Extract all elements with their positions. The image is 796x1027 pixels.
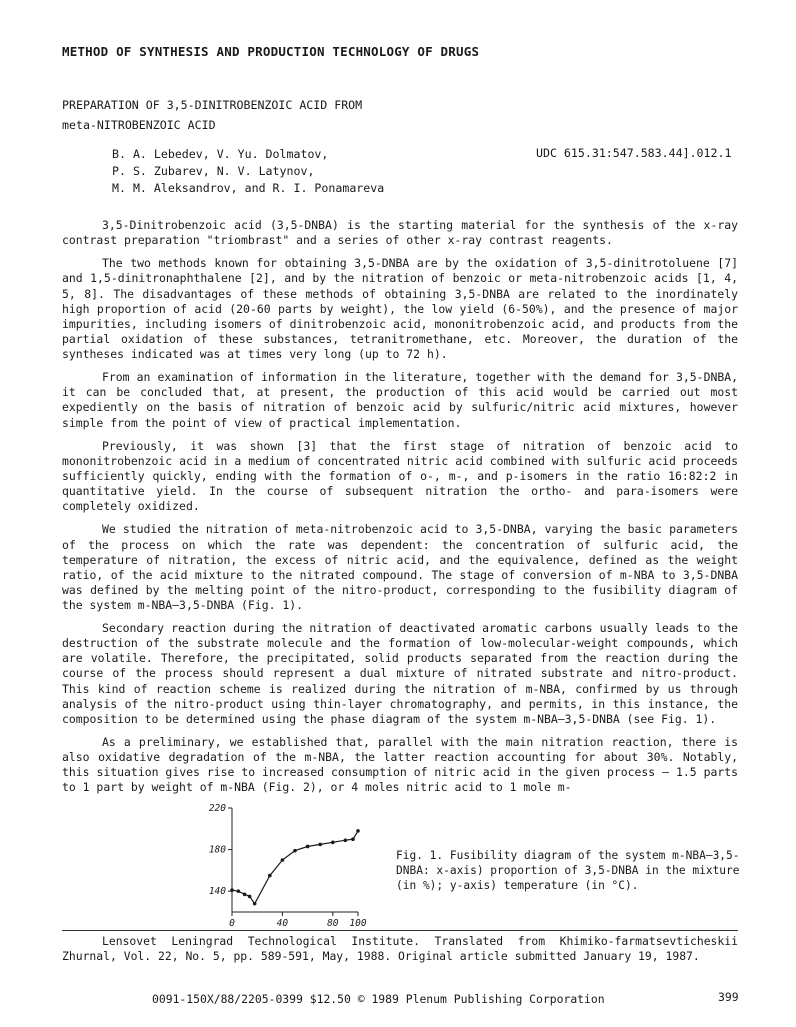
author-line: P. S. Zubarev, N. V. Latynov,: [112, 164, 315, 178]
data-point: [268, 874, 272, 878]
data-point: [351, 837, 355, 841]
author-list: [112, 146, 384, 197]
series-line: [232, 831, 358, 904]
data-point: [253, 902, 257, 906]
data-point: [248, 895, 252, 899]
x-tick-label: 100: [349, 918, 367, 929]
y-tick-label: 180: [208, 844, 226, 856]
article-title-line-2: meta-NITROBENZOIC ACID: [62, 118, 216, 132]
data-point: [344, 838, 348, 842]
publication-code: 0091-150X/88/2205-0399 $12.50 © 1989 Plenum Publishing Corporation: [152, 992, 605, 1006]
paragraph: As a preliminary, we established that, parallel with the main nitration reaction, there is also oxidative degradation of the m-NBA, the latter reaction accounting for about 30%. Notably, this situation gives rise to increased consumption of nitric acid in the given process — 1.5 parts to 1 part by weight of m-NBA (Fig. 2), or 4 moles nitric acid to 1 mole m-: [62, 735, 738, 795]
y-tick-label: 140: [208, 886, 226, 898]
data-point: [237, 889, 241, 893]
paragraph: From an examination of information in the literature, together with the demand for 3,5-DNBA, it can be concluded that, at present, the production of this acid would be carried out most expediently on the basis of nitration of benzoic acid by sulfuric/nitric acid mixtures, however simple from the point of view of practical implementation.: [62, 370, 738, 430]
data-point: [243, 893, 247, 897]
paragraph: Previously, it was shown [3] that the first stage of nitration of benzoic acid to mononitrobenzoic acid in a medium of concentrated nitric acid combined with sulfuric acid proceeds sufficiently quickly, ending with the formation of o-, m-, and p-isomers in the ratio 16:82:2 in quantitative yield. In the course of subsequent nitration the ortho- and para-isomers were completely oxidized.: [62, 438, 738, 514]
footnote: Lensovet Leningrad Technological Institute. Translated from Khimiko-farmatsevticheskii Zhurnal, Vol. 22, No. 5, pp. 589-591, May, 1988. Original article submitted January 19, 1987.: [62, 934, 738, 964]
y-tick-label: 220: [208, 803, 226, 814]
udc-code: UDC 615.31:547.583.44].012.1: [536, 146, 732, 160]
figure-caption: Fig. 1. Fusibility diagram of the system m-NBA—3,5-DNBA: x-axis) proportion of 3,5-DNBA in the mixture (in %); y-axis) temperature (in °C).: [396, 849, 740, 892]
data-point: [331, 841, 335, 845]
data-point: [293, 849, 297, 853]
x-tick-label: 80: [327, 918, 339, 929]
paragraph: 3,5-Dinitrobenzoic acid (3,5-DNBA) is the starting material for the synthesis of the x-ray contrast preparation "triombrast" and a series of other x-ray contrast reagents.: [62, 218, 738, 248]
data-point: [318, 843, 322, 847]
data-point: [356, 829, 360, 833]
x-tick-label: 0: [229, 918, 235, 929]
paragraph: Secondary reaction during the nitration of deactivated aromatic carbons usually leads to the destruction of the substrate molecule and the formation of low-molecular-weight compounds, which are volatile. Therefore, the precipitated, solid products separated from the reaction during the course of the process should represent a dual mixture of nitrated substrate and nitro-product. This kind of reaction scheme is realized during the nitration of m-NBA, confirmed by us through analysis of the nitro-product using thin-layer chromatography, and permits, in this instance, the composition to be determined using the phase diagram of the system m-NBA—3,5-DNBA (see Fig. 1).: [62, 621, 738, 726]
data-point: [281, 858, 285, 862]
article-body: [62, 218, 738, 804]
footnote-rule: [62, 930, 738, 931]
x-tick-label: 40: [276, 918, 289, 929]
data-point: [306, 845, 310, 849]
author-line: B. A. Lebedev, V. Yu. Dolmatov,: [112, 147, 329, 161]
fusibility-chart: [196, 800, 376, 932]
author-line: M. M. Aleksandrov, and R. I. Ponamareva: [112, 181, 385, 195]
paragraph: We studied the nitration of meta-nitrobenzoic acid to 3,5-DNBA, varying the basic parameters of the process on which the rate was dependent: the concentration of sulfuric acid, the temperature of nitration, the excess of nitric acid, and the equivalence, defined as the weight ratio, of the acid mixture to the nitrated compound. The stage of conversion of m-NBA to 3,5-DNBA was defined by the melting point of the nitro-product, corresponding to the fusibility diagram of the system m-NBA—3,5-DNBA (Fig. 1).: [62, 522, 738, 612]
paragraph: The two methods known for obtaining 3,5-DNBA are by the oxidation of 3,5-dinitrotoluene [7] and 1,5-dinitronaphthalene [2], and by the nitration of benzoic or meta-nitrobenzoic acids [1, 4, 5, 8]. The disadvantages of these methods of obtaining 3,5-DNBA are related to the inordinately high proportion of acid (20-60 parts by weight), the low yield (6-50%), and the presence of major impurities, including isomers of dinitrobenzoic acid, mononitrobenzoic acid, and products from the partial oxidation of these substances, tetranitromethane, etc. Moreover, the duration of the syntheses indicated was at times very long (up to 72 h).: [62, 256, 738, 361]
article-title-line-1: PREPARATION OF 3,5-DINITROBENZOIC ACID FROM: [62, 98, 363, 112]
section-title: METHOD OF SYNTHESIS AND PRODUCTION TECHNOLOGY OF DRUGS: [62, 44, 480, 59]
data-point: [230, 888, 234, 892]
page-number: 399: [718, 990, 739, 1004]
